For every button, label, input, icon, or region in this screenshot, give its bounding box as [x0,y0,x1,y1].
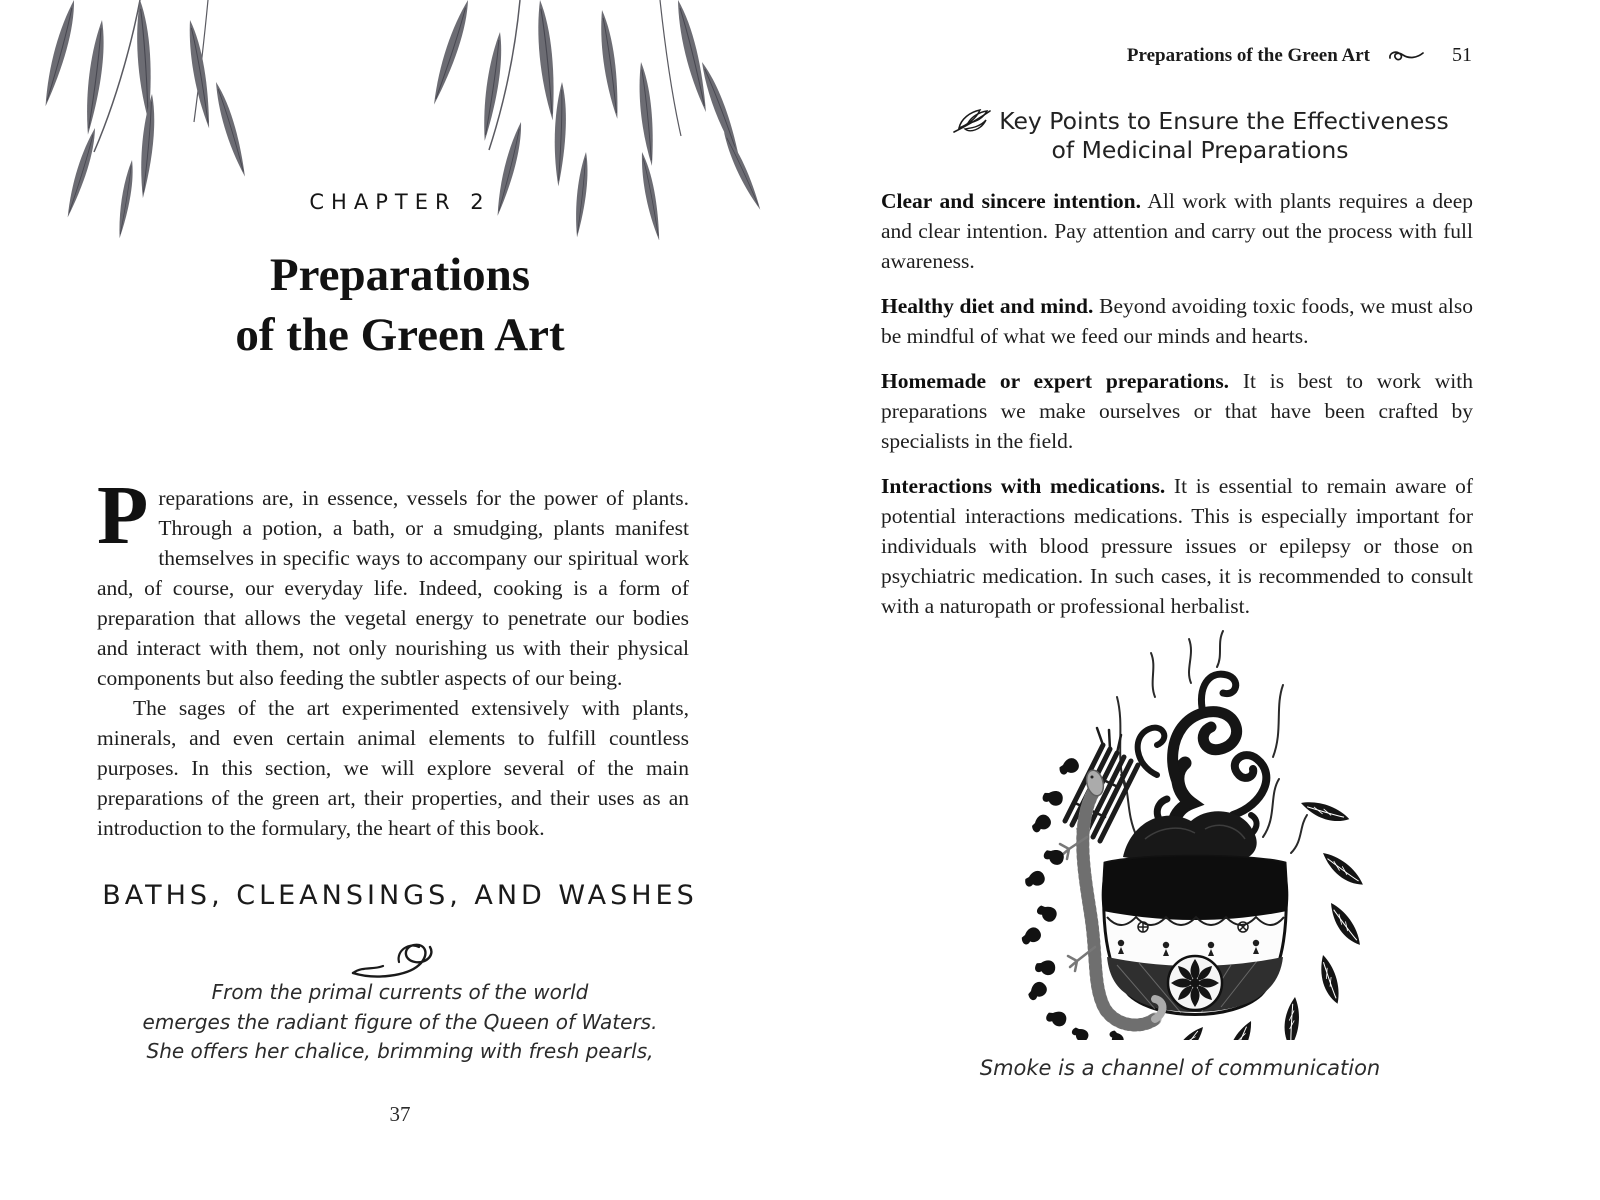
poem-verse [0,978,800,1067]
key-point-body: All work with plants requires a deep and clear intention. Pay attention and carry out the process with full awareness. [881,189,1473,273]
page-number-right: 51 [1452,44,1472,66]
page-number-left: 37 [389,1102,411,1126]
paragraph-intro-text: reparations are, in essence, vessels for the power of plants. Through a potion, a bath, or a smudging, plants manifest themselves in specific ways to accompany our spiritual work and, of course, our everyday life. Indeed, cooking is a form of preparation that allows the vegetal energy to penetrate our bodies and interact with them, not only nourishing us with their physical components but also feeding the subtler aspects of our being. [97,486,689,690]
key-point-lead: Homemade or expert preparations. [881,369,1230,393]
key-point-lead: Healthy diet and mind. [881,294,1094,318]
paragraph-sages: The sages of the art experimented extensively with plants, minerals, and even certain animal elements to fulfill countless purposes. In this section, we will explore several of the main preparations of the green art, their properties, and their uses as an introduction to the formulary, the heart of this book. [97,696,689,840]
running-header [1127,44,1472,67]
paragraph-intro [97,469,689,693]
key-point-item [881,186,1473,276]
key-point-lead: Interactions with medications. [881,474,1166,498]
key-point-item [881,471,1473,621]
chapter-title-line1: Preparations [269,249,531,301]
chapter-body-text [97,469,689,843]
key-points-heading [800,106,1600,165]
right-book-page [800,0,1600,1200]
key-point-item [881,366,1473,456]
key-points-heading-line2: of Medicinal Preparations [1051,136,1349,164]
key-points-heading-line1: Key Points to Ensure the Effectiveness [800,106,1600,136]
key-point-body: It is essential to remain aware of potential interactions medications. This is especially important for individuals with blood pressure issues or epilepsy or those on psychiatric medication. In such cases, it is recommended to consult with a naturopath or professional herbalist. [881,474,1473,618]
poem-line: She offers her chalice, brimming with fresh pearls, [146,1039,654,1063]
section-heading: BATHS, CLEANSINGS, AND WASHES [102,880,698,911]
key-point-body: It is best to work with preparations we make ourselves or that have been crafted by specialists in the field. [881,369,1473,453]
key-points-list [881,186,1473,636]
chapter-title-line2: of the Green Art [235,309,565,361]
smoking-pot-illustration [1005,625,1365,1040]
chapter-title [0,245,800,365]
key-point-lead: Clear and sincere intention. [881,189,1142,213]
drop-cap: P [97,469,149,562]
illustration-caption: Smoke is a channel of communication [979,1056,1381,1080]
chapter-label: CHAPTER 2 [309,190,491,214]
poem-line: emerges the radiant figure of the Queen of Waters. [142,1009,658,1034]
header-flourish-icon [1386,48,1426,64]
key-point-body: Beyond avoiding toxic foods, we must also be mindful of what we feed our minds and hearts. [881,294,1474,348]
poem-line: From the primal currents of the world [211,980,589,1004]
leaf-sprig-icon [951,106,993,136]
key-point-item [881,291,1473,351]
running-header-title: Preparations of the Green Art [1126,44,1370,66]
